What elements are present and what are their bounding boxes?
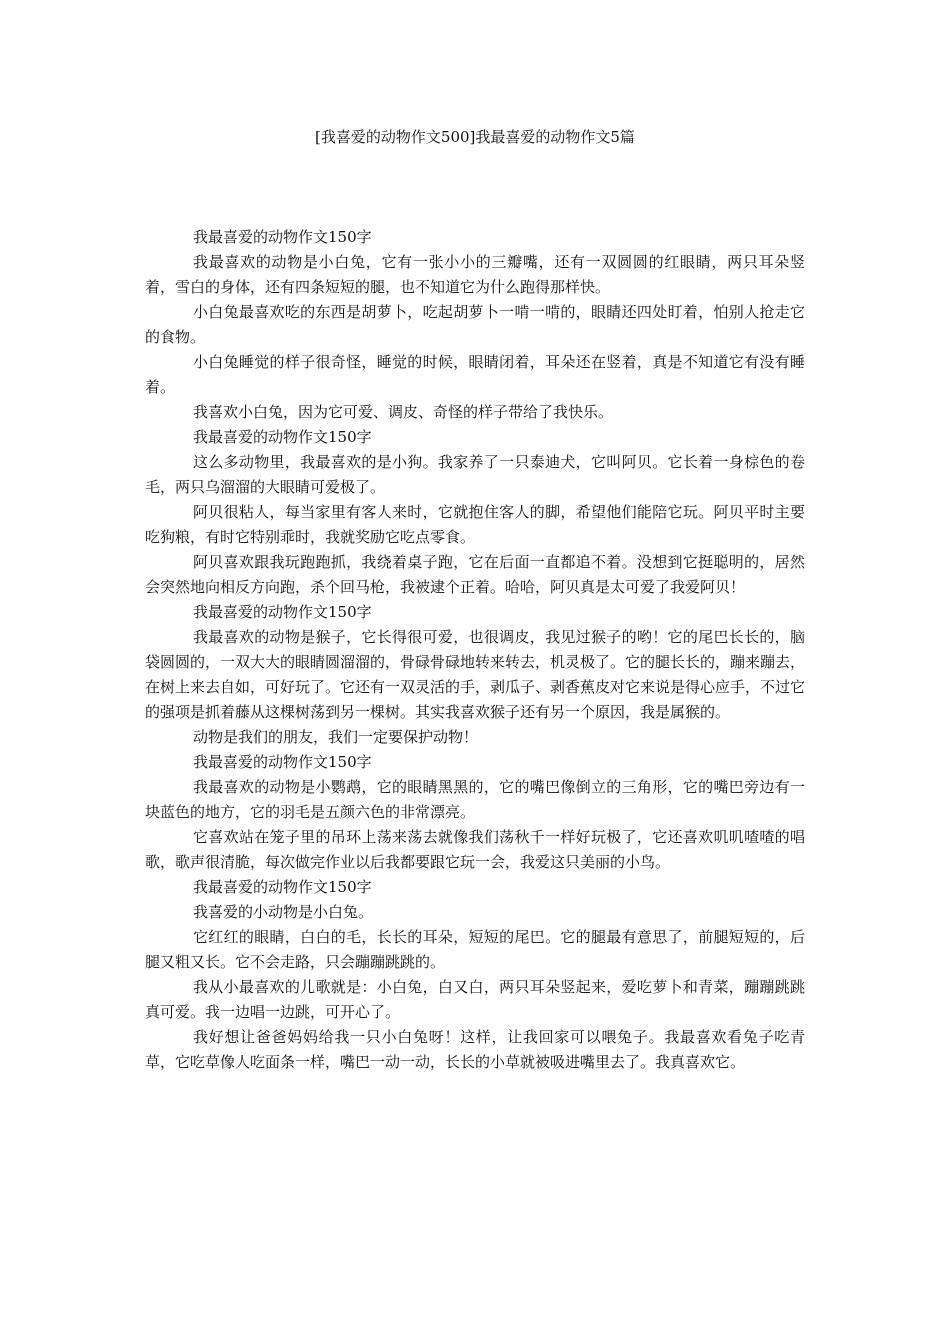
paragraph: 我喜爱的小动物是小白兔。 [193, 903, 374, 921]
paragraph: 我最喜欢的动物是小白兔，它有一张小小的三瓣嘴，还有一双圆圆的红眼睛，两只耳朵竖着，雪白的身体，还有四条短短的腿，也不知道它为什么跑得那样快。 [145, 253, 805, 296]
section-heading: 我最喜爱的动物作文150字 [193, 878, 372, 896]
paragraph: 小白兔最喜欢吃的东西是胡萝卜，吃起胡萝卜一啃一啃的，眼睛还四处盯着，怕别人抢走它的食物。 [145, 303, 805, 346]
paragraph: 我最喜欢的动物是小鹦鹉，它的眼睛黑黑的，它的嘴巴像倒立的三角形，它的嘴巴旁边有一块蓝色的地方，它的羽毛是五颜六色的非常漂亮。 [145, 778, 805, 821]
paragraph: 阿贝很粘人，每当家里有客人来时，它就抱住客人的脚，希望他们能陪它玩。阿贝平时主要吃狗粮，有时它特别乖时，我就奖励它吃点零食。 [145, 503, 805, 546]
document-title: [我喜爱的动物作文500]我最喜爱的动物作文5篇 [315, 128, 635, 146]
section-heading: 我最喜爱的动物作文150字 [193, 228, 372, 246]
paragraph: 我喜欢小白兔，因为它可爱、调皮、奇怪的样子带给了我快乐。 [193, 403, 614, 421]
paragraph: 它红红的眼睛，白白的毛，长长的耳朵，短短的尾巴。它的腿最有意思了，前腿短短的，后腿又粗又长。它不会走路，只会蹦蹦跳跳的。 [145, 928, 805, 971]
section-heading: 我最喜爱的动物作文150字 [193, 428, 372, 446]
paragraph: 我最喜欢的动物是猴子，它长得很可爱，也很调皮，我见过猴子的哟！它的尾巴长长的，脑袋圆圆的，一双大大的眼睛圆溜溜的，骨碌骨碌地转来转去，机灵极了。它的腿长长的，蹦来蹦去，在树上来去自如，可好玩了。它还有一双灵活的手，剥瓜子、剥香蕉皮对它来说是得心应手，不过它的强项是抓着藤从这棵树荡到另一棵树。其实我喜欢猴子还有另一个原因，我是属猴的。 [145, 628, 806, 721]
paragraph: 阿贝喜欢跟我玩跑跑抓，我绕着桌子跑，它在后面一直都追不着。没想到它挺聪明的，居然会突然地向相反方向跑，杀个回马枪，我被逮个正着。哈哈，阿贝真是太可爱了我爱阿贝！ [145, 553, 805, 596]
paragraph: 它喜欢站在笼子里的吊环上荡来荡去就像我们荡秋千一样好玩极了，它还喜欢叽叽喳喳的唱歌，歌声很清脆，每次做完作业以后我都要跟它玩一会，我爱这只美丽的小鸟。 [145, 828, 805, 871]
paragraph: 我好想让爸爸妈妈给我一只小白兔呀！这样，让我回家可以喂兔子。我最喜欢看兔子吃青草，它吃草像人吃面条一样，嘴巴一动一动，长长的小草就被吸进嘴里去了。我真喜欢它。 [145, 1028, 805, 1071]
paragraph: 这么多动物里，我最喜欢的是小狗。我家养了一只泰迪犬，它叫阿贝。它长着一身棕色的卷毛，两只乌溜溜的大眼睛可爱极了。 [145, 453, 805, 496]
paragraph: 动物是我们的朋友，我们一定要保护动物！ [193, 728, 479, 746]
paragraph: 我从小最喜欢的儿歌就是：小白兔，白又白，两只耳朵竖起来，爱吃萝卜和青菜，蹦蹦跳跳真可爱。我一边唱一边跳，可开心了。 [145, 978, 805, 1021]
document-body [145, 225, 805, 1075]
section-heading: 我最喜爱的动物作文150字 [193, 603, 372, 621]
section-heading: 我最喜爱的动物作文150字 [193, 753, 372, 771]
paragraph: 小白兔睡觉的样子很奇怪，睡觉的时候，眼睛闭着，耳朵还在竖着，真是不知道它有没有睡着。 [145, 353, 805, 396]
